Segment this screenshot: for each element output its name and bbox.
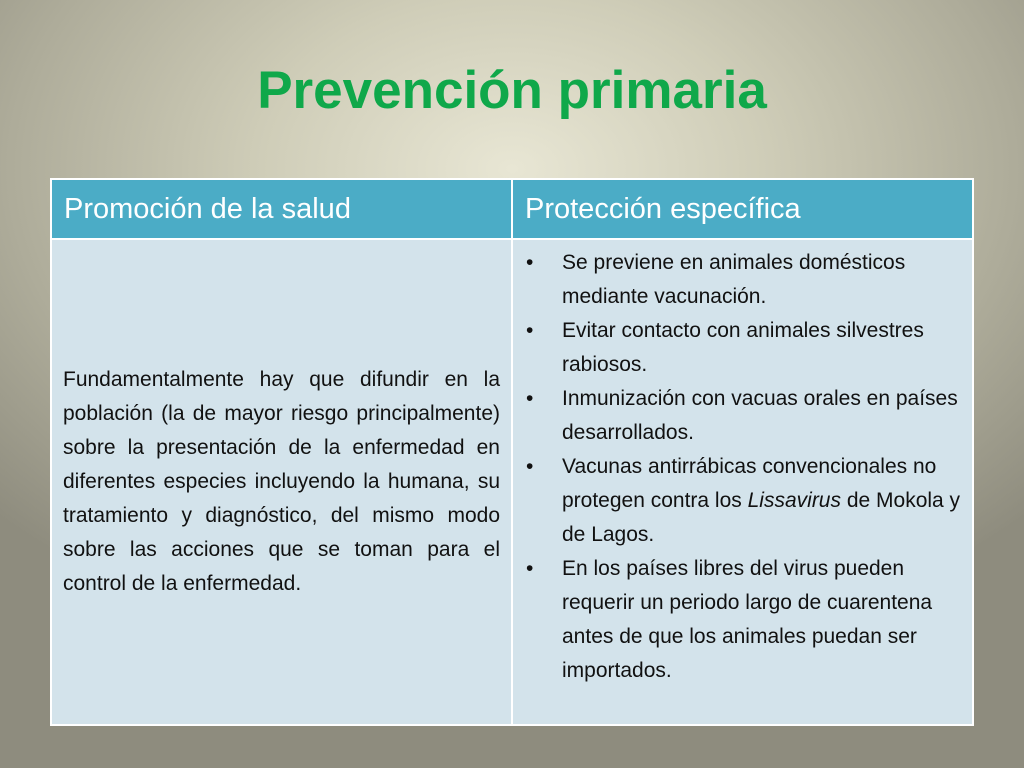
bullet-icon: • xyxy=(526,557,534,580)
bullet-icon: • xyxy=(526,251,534,274)
bullet-text-italic: Lissavirus xyxy=(747,489,841,512)
bullet-list xyxy=(524,246,961,688)
bullet-text: Evitar contacto con animales silvestres rabiosos. xyxy=(562,319,924,376)
table-header-row xyxy=(51,179,973,239)
slide-title: Prevención primaria xyxy=(257,61,767,120)
bullet-text: Inmunización con vacuas orales en países desarrollados. xyxy=(562,387,958,444)
bullet-text-before: Vacunas antirrábicas convencionales no protegen contra los xyxy=(562,455,937,512)
proteccion-cell xyxy=(512,239,973,725)
header-promocion: Promoción de la salud xyxy=(51,179,512,239)
table-row xyxy=(51,239,973,725)
bullet-text: En los países libres del virus pueden requerir un periodo largo de cuarentena antes de que los animales puedan ser importados. xyxy=(562,557,933,682)
bullet-item xyxy=(524,382,961,450)
content-table xyxy=(50,178,974,726)
bullet-item xyxy=(524,552,961,688)
bullet-icon: • xyxy=(526,455,534,478)
bullet-text: Se previene en animales domésticos mediante vacunación. xyxy=(562,251,906,308)
bullet-icon: • xyxy=(526,319,534,342)
bullet-icon: • xyxy=(526,387,534,410)
bullet-text-after: de Mokola y de Lagos. xyxy=(562,489,961,546)
bullet-item xyxy=(524,246,961,314)
promocion-text: Fundamentalmente hay que difundir en la población (la de mayor riesgo principalmente) sobre la presentación de la enfermedad en diferentes especies incluyendo la humana, su tratamiento y diagnóstico, del mismo modo sobre las acciones que se toman para el control de la enfermedad. xyxy=(51,239,512,725)
bullet-item xyxy=(524,314,961,382)
bullet-item xyxy=(524,450,961,552)
header-proteccion: Protección específica xyxy=(512,179,973,239)
